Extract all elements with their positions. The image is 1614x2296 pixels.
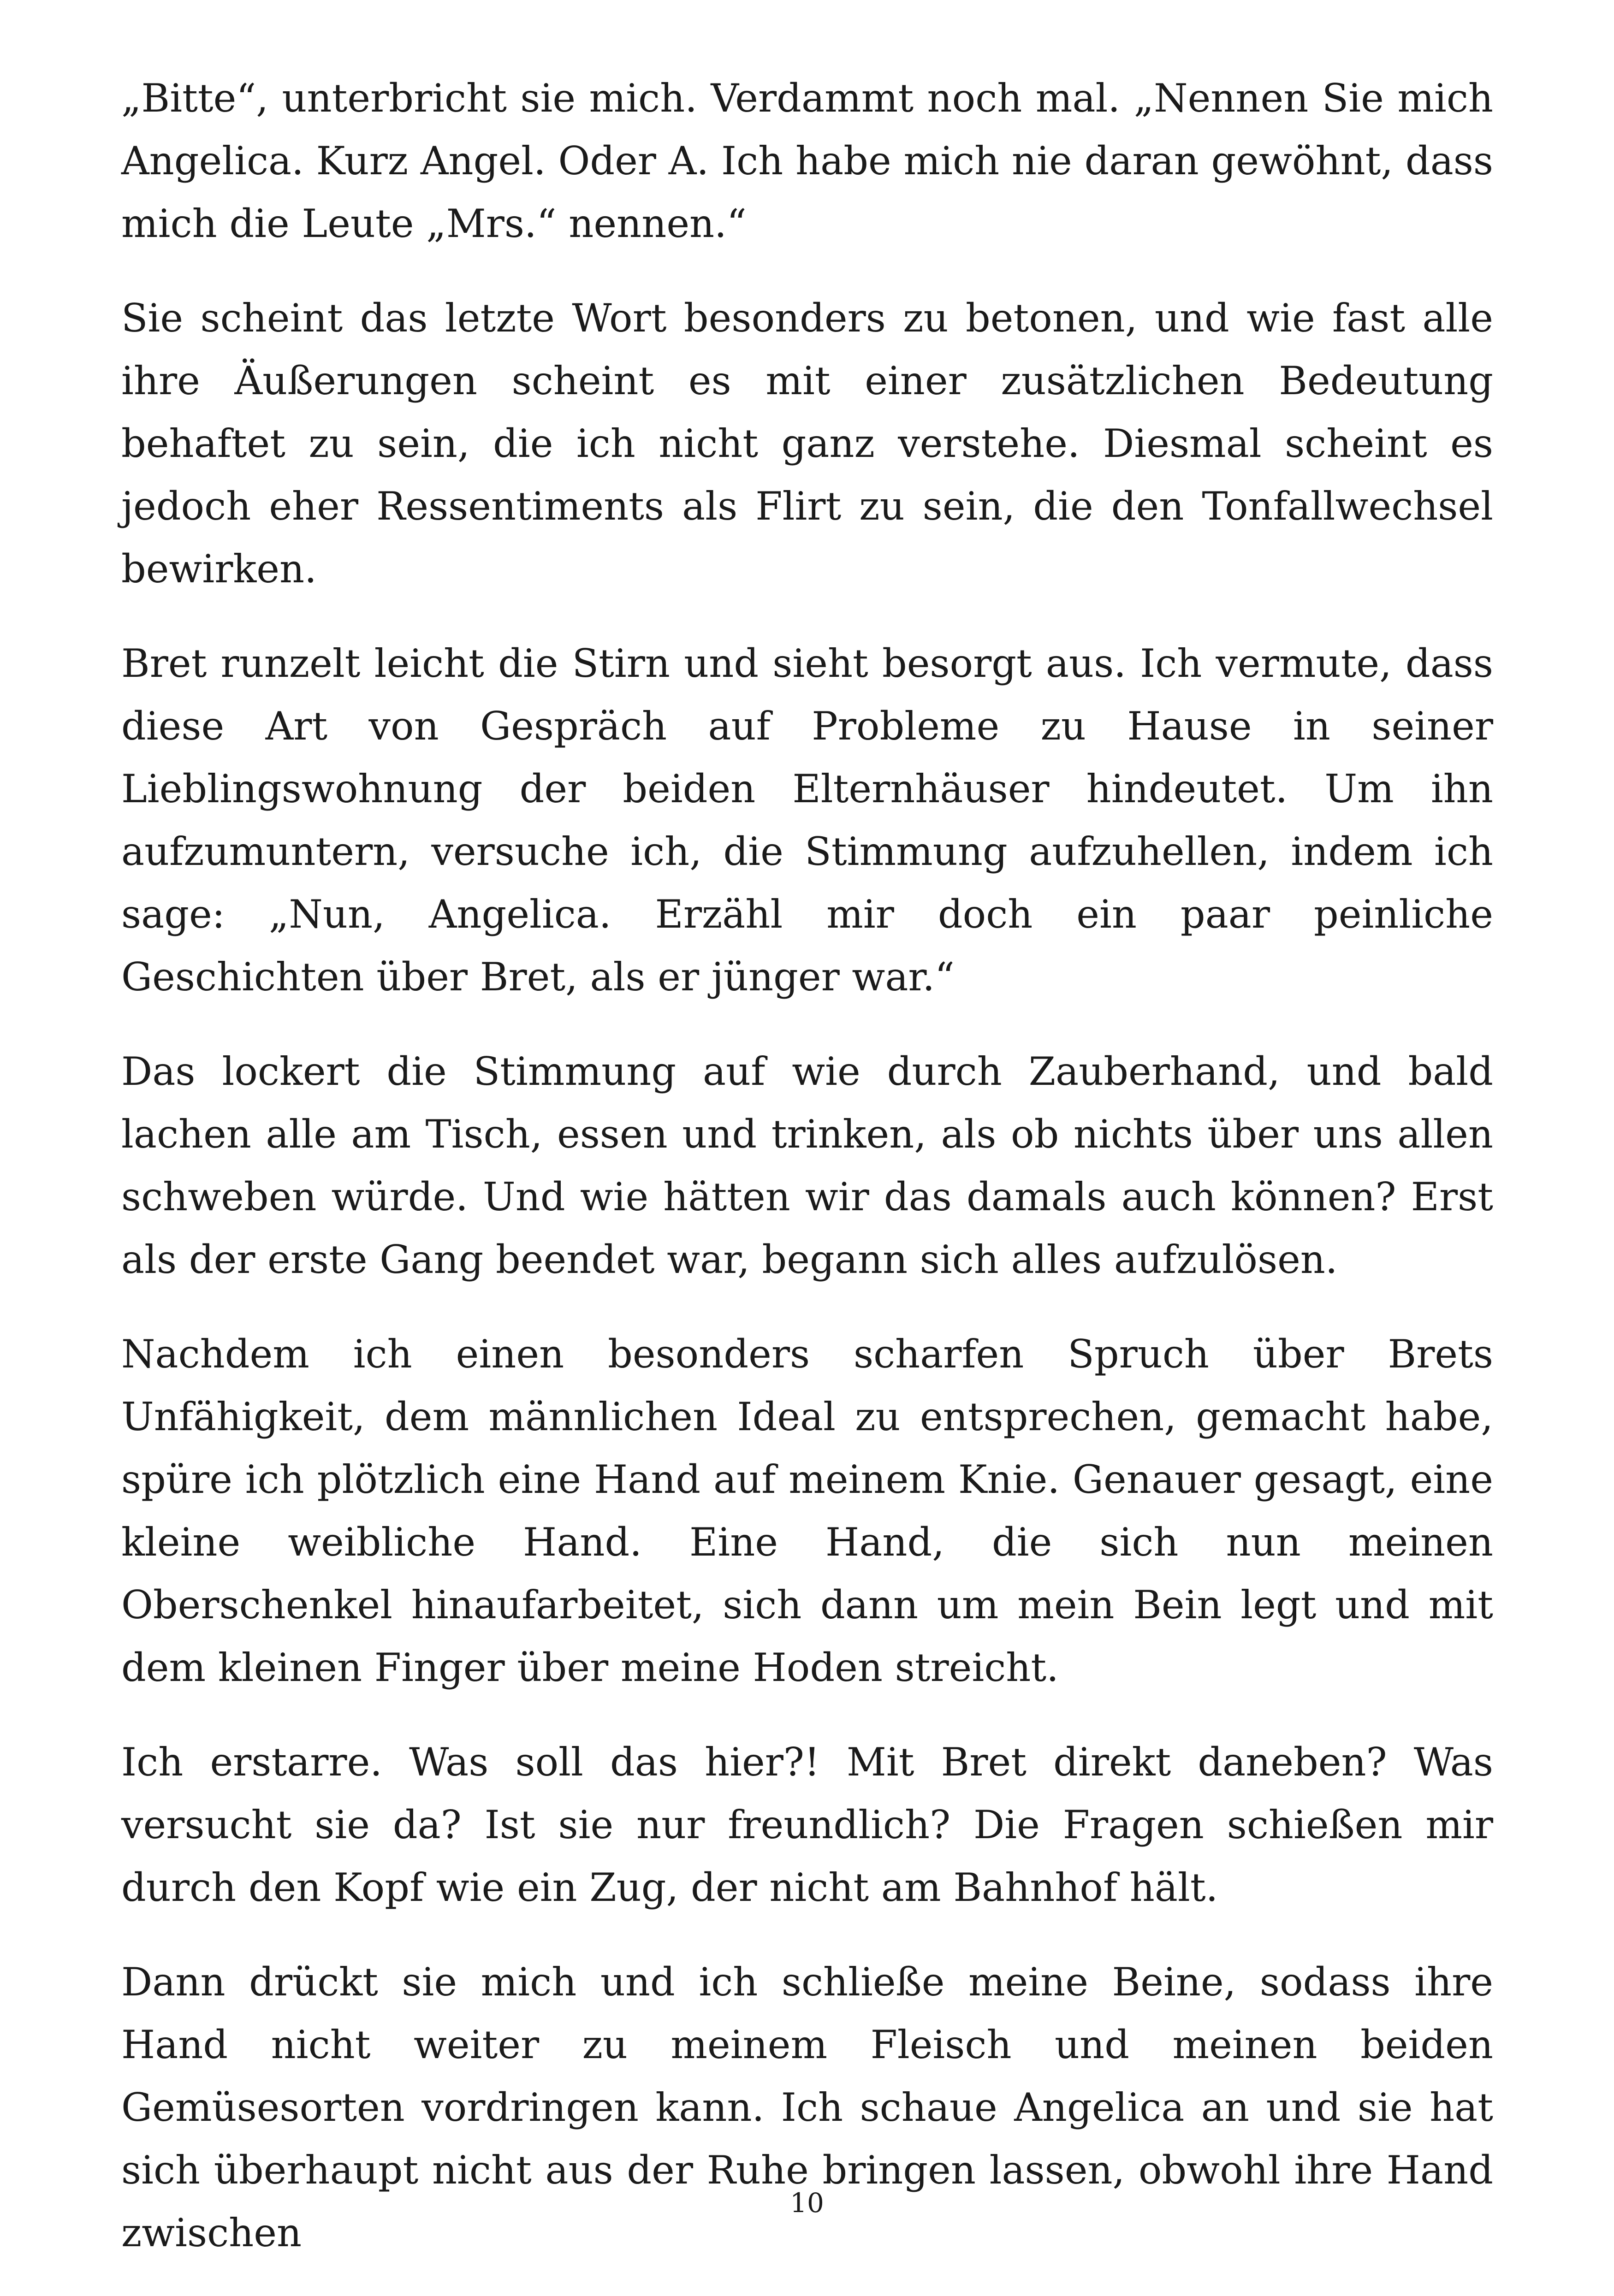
paragraph-3: Bret runzelt leicht die Stirn und sieht besorgt aus. Ich vermute, dass diese Art von Gespräch auf Probleme zu Hause in seiner Lieblingswohnung der beiden Elternhäuser hindeutet. Um ihn aufzumuntern, versuche ich, die Stimmung aufzuhellen, indem ich sage: „Nun, Angelica. Erzähl mir doch ein paar peinliche Geschichten über Bret, als er jünger war.“ — [121, 641, 1493, 1000]
page-number: 10 — [790, 2187, 824, 2219]
paragraph-6: Ich erstarre. Was soll das hier?! Mit Bret direkt daneben? Was versucht sie da? Ist sie nur freundlich? Die Fragen schießen mir durch den Kopf wie ein Zug, der nicht am Bahnhof hält. — [121, 1740, 1493, 1910]
body-text — [121, 67, 1493, 2296]
paragraph-7: Dann drückt sie mich und ich schließe meine Beine, sodass ihre Hand nicht weiter zu meinem Fleisch und meinen beiden Gemüsesorten vordringen kann. Ich schaue Angelica an und sie hat sich überhaupt nicht aus der Ruhe bringen lassen, obwohl ihre Hand zwischen — [121, 1959, 1493, 2255]
paragraph-5: Nachdem ich einen besonders scharfen Spruch über Brets Unfähigkeit, dem männlichen Ideal zu entsprechen, gemacht habe, spüre ich plötzlich eine Hand auf meinem Knie. Genauer gesagt, eine kleine weibliche Hand. Eine Hand, die sich nun meinen Oberschenkel hinaufarbeitet, sich dann um mein Bein legt und mit dem kleinen Finger über meine Hoden streicht. — [121, 1331, 1493, 1690]
paragraph-1: „Bitte“, unterbricht sie mich. Verdammt noch mal. „Nennen Sie mich Angelica. Kurz Angel. Oder A. Ich habe mich nie daran gewöhnt, dass mich die Leute „Mrs.“ nennen.“ — [121, 76, 1493, 246]
paragraph-4: Das lockert die Stimmung auf wie durch Zauberhand, und bald lachen alle am Tisch, essen und trinken, als ob nichts über uns allen schweben würde. Und wie hätten wir das damals auch können? Erst als der erste Gang beendet war, begann sich alles aufzulösen. — [121, 1049, 1493, 1282]
paragraph-2: Sie scheint das letzte Wort besonders zu betonen, und wie fast alle ihre Äußerungen scheint es mit einer zusätzlichen Bedeutung behaftet zu sein, die ich nicht ganz verstehe. Diesmal scheint es jedoch eher Ressentiments als Flirt zu sein, die den Tonfallwechsel bewirken. — [121, 296, 1493, 592]
